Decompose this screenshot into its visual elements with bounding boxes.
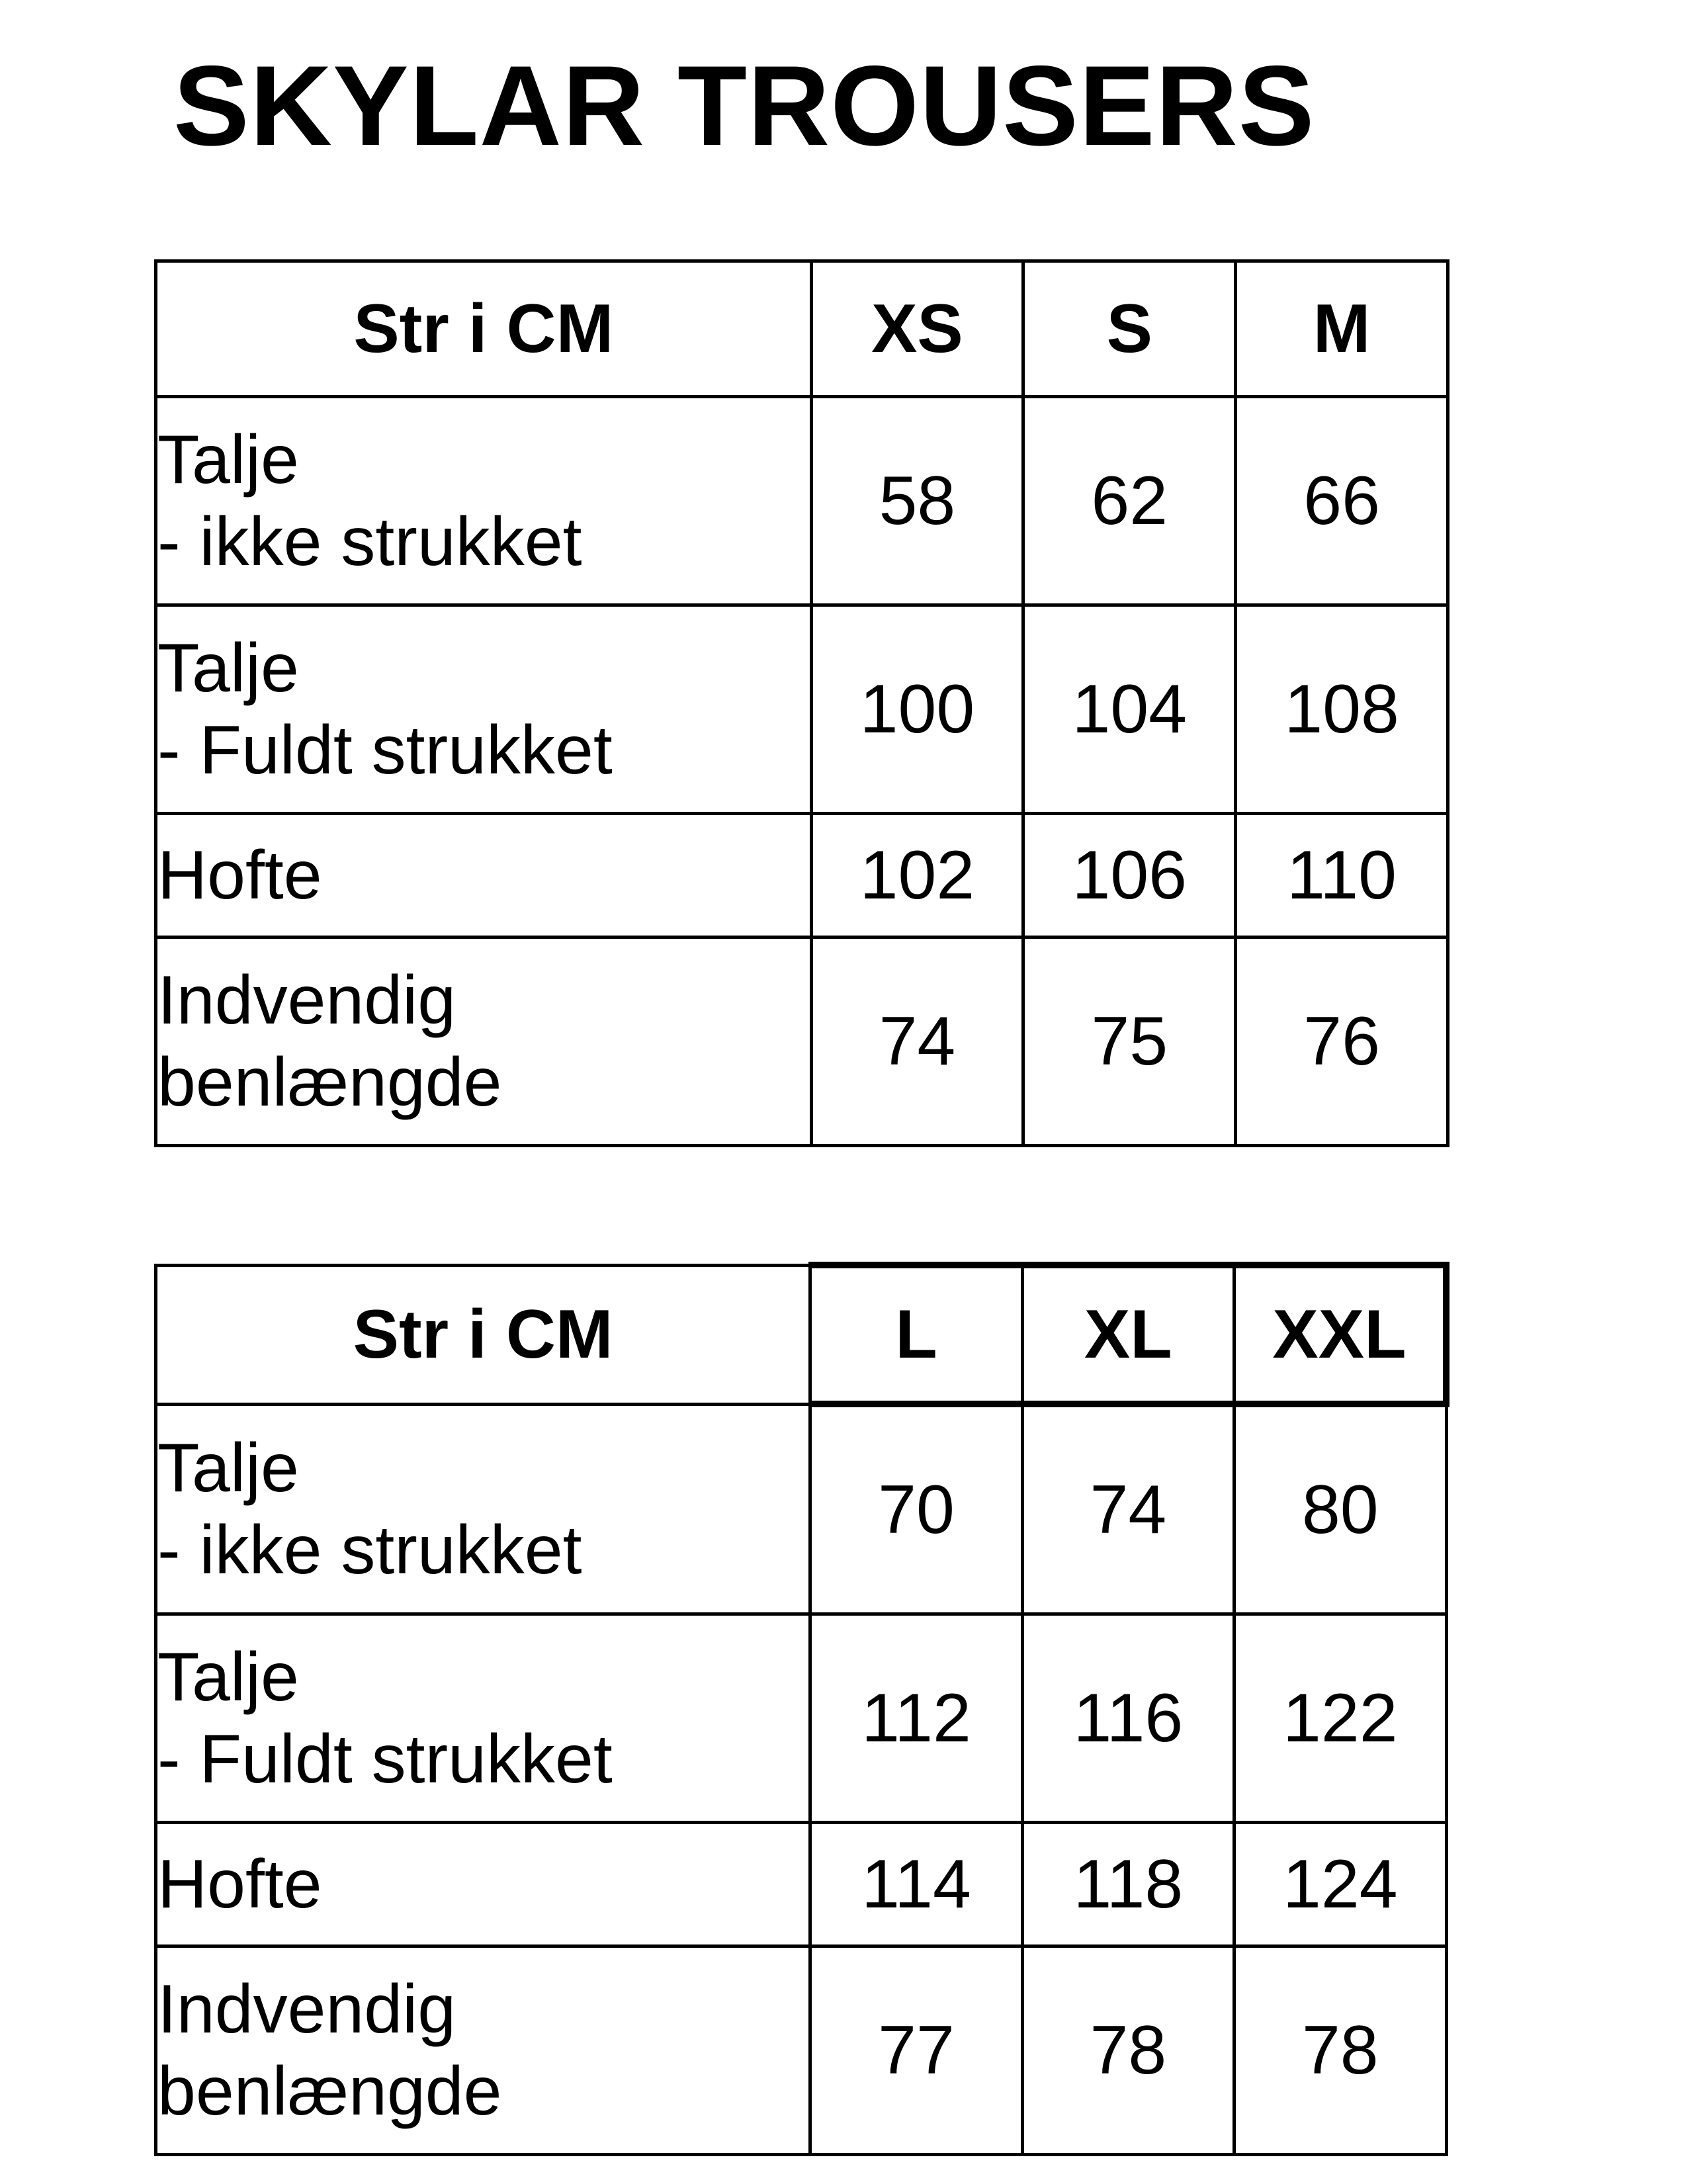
row-label [156, 1404, 810, 1614]
row-label [156, 938, 812, 1146]
table-cell: 110 [1236, 814, 1448, 938]
table-row [156, 605, 1448, 814]
size-header-l: L [810, 1265, 1022, 1404]
row-label-line: Indvendig [157, 1971, 456, 2048]
header-label: Str i CM [156, 261, 812, 397]
table-header-row [156, 261, 1448, 397]
table-cell: 108 [1236, 605, 1448, 814]
table-cell: 114 [810, 1823, 1022, 1946]
table-row [156, 1614, 1447, 1823]
size-header-xxl: XXL [1234, 1265, 1446, 1404]
table-row [156, 397, 1448, 605]
size-header-s: S [1023, 261, 1236, 397]
table-cell: 75 [1023, 938, 1236, 1146]
row-label [156, 397, 812, 605]
row-label-line: - Fuldt strukket [157, 712, 613, 789]
row-label [156, 605, 812, 814]
table-cell: 106 [1023, 814, 1236, 938]
row-label-line: - ikke strukket [157, 1511, 582, 1589]
table-cell: 80 [1234, 1404, 1446, 1614]
header-label: Str i CM [156, 1265, 810, 1404]
table-cell: 74 [811, 938, 1023, 1146]
table-cell: 124 [1234, 1823, 1446, 1946]
row-label-line: Hofte [157, 837, 322, 914]
table-cell: 118 [1022, 1823, 1234, 1946]
row-label [156, 1823, 810, 1946]
table-cell: 78 [1234, 1946, 1446, 2155]
table-cell: 116 [1022, 1614, 1234, 1823]
row-label-line: Talje [157, 421, 299, 498]
size-header-xs: XS [811, 261, 1023, 397]
row-label-line: - Fuldt strukket [157, 1721, 613, 1798]
size-header-m: M [1236, 261, 1448, 397]
table-cell: 104 [1023, 605, 1236, 814]
table-cell: 77 [810, 1946, 1022, 2155]
table-row [156, 938, 1448, 1146]
row-label [156, 1614, 810, 1823]
table-cell: 100 [811, 605, 1023, 814]
row-label-line: Talje [157, 630, 299, 707]
table-row [156, 1404, 1447, 1614]
table-row [156, 1946, 1447, 2155]
row-label-line: Hofte [157, 1846, 322, 1923]
table-cell: 112 [810, 1614, 1022, 1823]
table-row [156, 1823, 1447, 1946]
table-cell: 70 [810, 1404, 1022, 1614]
table-cell: 78 [1022, 1946, 1234, 2155]
size-header-xl: XL [1022, 1265, 1234, 1404]
row-label-line: - ikke strukket [157, 503, 582, 580]
table-cell: 102 [811, 814, 1023, 938]
row-label-line: Indvendig [157, 962, 456, 1039]
table-cell: 66 [1236, 397, 1448, 605]
table-cell: 58 [811, 397, 1023, 605]
table-cell: 122 [1234, 1614, 1446, 1823]
table-header-row [156, 1265, 1447, 1404]
row-label-line: Talje [157, 1429, 299, 1507]
page-title: SKYLAR TROUSERS [173, 42, 1315, 169]
row-label [156, 814, 812, 938]
table-cell: 76 [1236, 938, 1448, 1146]
row-label-line: Talje [157, 1639, 299, 1716]
table-cell: 74 [1022, 1404, 1234, 1614]
row-label-line: benlængde [157, 1044, 502, 1121]
table-cell: 62 [1023, 397, 1236, 605]
size-table-1 [154, 259, 1449, 1147]
row-label-line: benlængde [157, 2053, 502, 2130]
row-label [156, 1946, 810, 2155]
size-table-2 [154, 1262, 1449, 2156]
table-row [156, 814, 1448, 938]
